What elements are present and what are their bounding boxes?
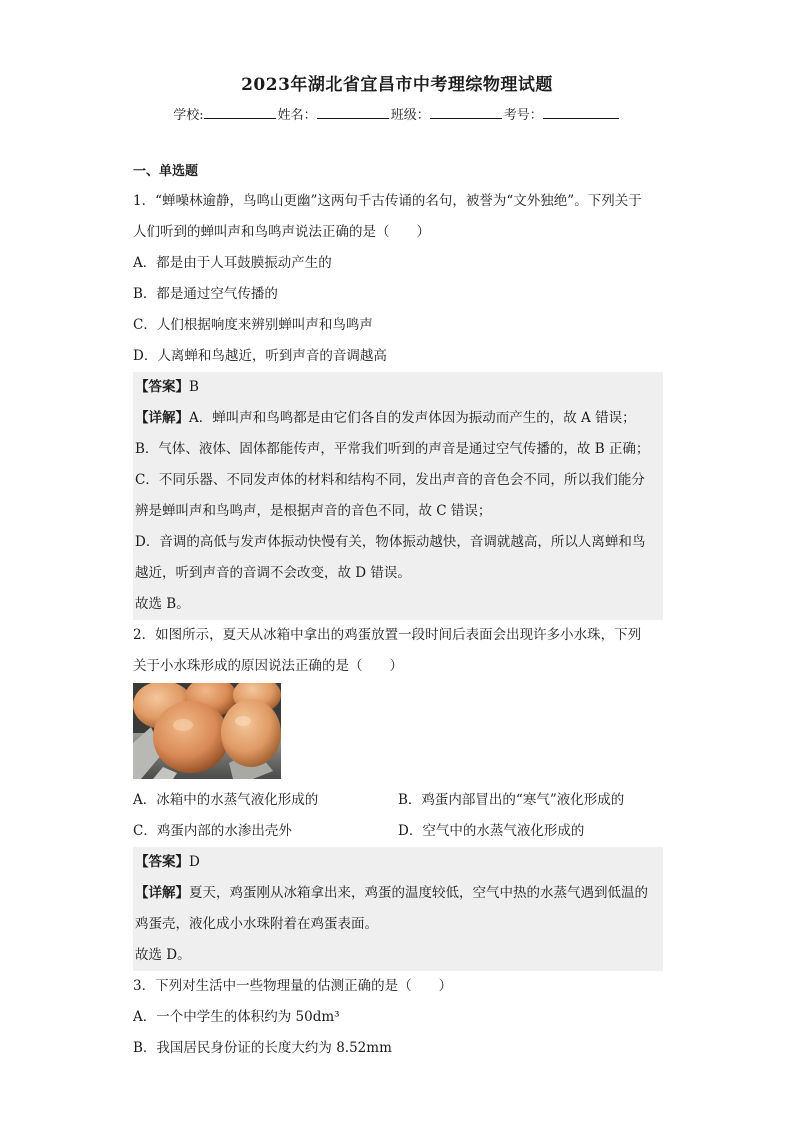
- q2-conclusion: 故选 D。: [135, 947, 191, 963]
- q1-detail-line-2: B．气体、液体、固体都能传声，平常我们听到的声音是通过空气传播的，故 B 正确；: [135, 441, 650, 457]
- q2-option-a: A．冰箱中的水蒸气液化形成的: [133, 792, 319, 808]
- page-title: 2023年湖北省宜昌市中考理综物理试题: [241, 75, 553, 95]
- q1-detail-line-4: 辨是蝉叫声和鸟鸣声，是根据声音的音色不同，故 C 错误；: [135, 503, 492, 519]
- school-blank: [204, 106, 276, 119]
- q2-options-row-1: [133, 785, 663, 816]
- q1-option-b: B．都是通过空气传播的: [133, 286, 278, 302]
- class-blank: [430, 106, 502, 119]
- q1-detail-line-1: 【详解】A．蝉叫声和鸟鸣都是由它们各自的发声体因为振动而产生的，故 A 错误；: [135, 410, 636, 426]
- q2-detail-line-1: 【详解】夏天，鸡蛋刚从冰箱拿出来，鸡蛋的温度较低，空气中热的水蒸气遇到低温的: [135, 885, 648, 901]
- q2-answer-block: [133, 847, 663, 971]
- q1-option-d: D．人离蝉和鸟越近，听到声音的音调越高: [133, 348, 387, 364]
- q1-answer: 【答案】B: [135, 379, 199, 395]
- q2-stem-line-1: 2．如图所示，夏天从冰箱中拿出的鸡蛋放置一段时间后表面会出现许多小水珠，下列: [133, 627, 642, 643]
- eggs-photo: [133, 683, 281, 779]
- q1-answer-block: [133, 372, 663, 620]
- school-label: 学校:: [173, 108, 204, 123]
- q1-detail-line-3: C．不同乐器、不同发声体的材料和结构不同，发出声音的音色会不同，所以我们能分: [135, 472, 645, 488]
- question-content: [133, 158, 663, 1064]
- q3-stem: 3．下列对生活中一些物理量的估测正确的是（ ）: [133, 978, 453, 994]
- exam-no-label: 考号：: [503, 108, 543, 123]
- q2-option-d: D．空气中的水蒸气液化形成的: [398, 823, 585, 839]
- q3-option-a: A．一个中学生的体积约为 50dm³: [133, 1009, 340, 1025]
- q2-option-b: B．鸡蛋内部冒出的“寒气”液化形成的: [398, 792, 625, 808]
- q2-option-c: C．鸡蛋内部的水渗出壳外: [133, 823, 292, 839]
- section-heading: 一、单选题: [133, 164, 199, 179]
- q2-options-row-2: [133, 816, 663, 847]
- class-label: 班级：: [390, 108, 430, 123]
- q1-option-a: A．都是由于人耳鼓膜振动产生的: [133, 255, 332, 271]
- q2-answer: 【答案】D: [135, 854, 200, 870]
- q1-conclusion: 故选 B。: [135, 596, 190, 612]
- q1-stem-line-2: 人们听到的蝉叫声和鸟鸣声说法正确的是（ ）: [133, 224, 430, 240]
- student-info-line: [0, 104, 794, 123]
- q1-detail-line-6: 越近，听到声音的音调不会改变，故 D 错误。: [135, 565, 411, 581]
- q2-stem-line-2: 关于小水珠形成的原因说法正确的是（ ）: [133, 658, 403, 674]
- q3-option-b: B．我国居民身份证的长度大约为 8.52mm: [133, 1040, 392, 1056]
- q1-detail-line-5: D．音调的高低与发声体振动快慢有关，物体振动越快，音调就越高，所以人离蝉和鸟: [135, 534, 646, 550]
- q1-stem-line-1: 1．“蝉噪林逾静，鸟鸣山更幽”这两句千古传诵的名句，被誉为“文外独绝”。下列关于: [133, 193, 642, 209]
- q2-detail-line-2: 鸡蛋壳，液化成小水珠附着在鸡蛋表面。: [135, 916, 378, 932]
- name-label: 姓名：: [277, 108, 317, 123]
- q1-option-c: C．人们根据响度来辨别蝉叫声和鸟鸣声: [133, 317, 373, 333]
- exam-no-blank: [543, 106, 619, 119]
- name-blank: [317, 106, 389, 119]
